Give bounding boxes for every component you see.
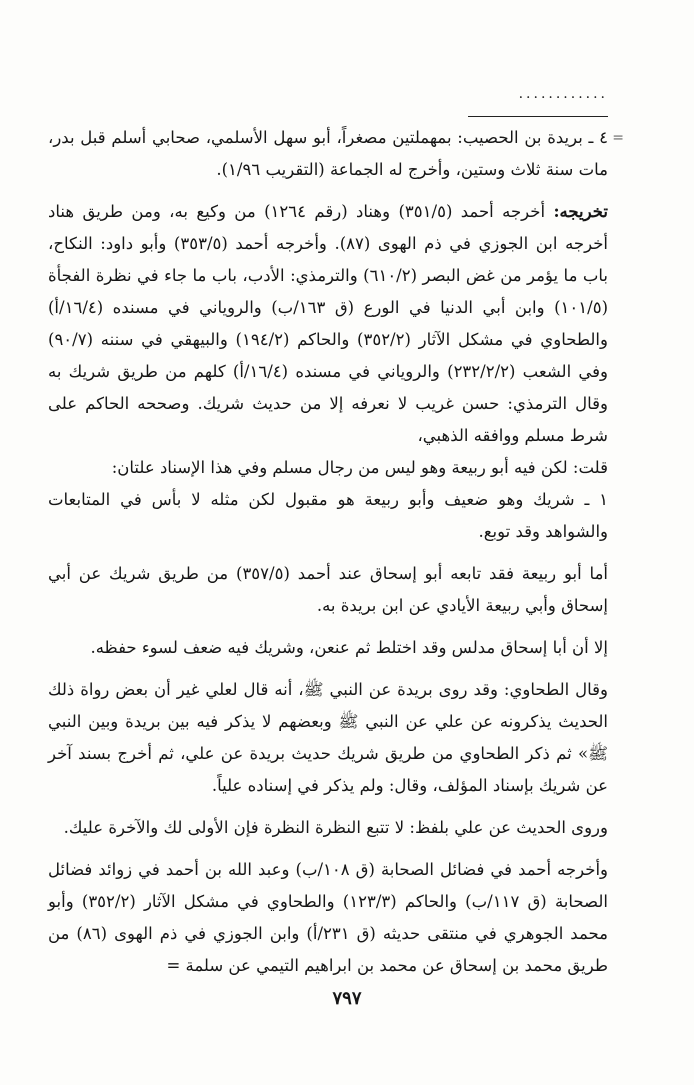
page-number: ٧٩٧ (332, 988, 362, 1009)
margin-continuation-mark: = (612, 130, 624, 146)
footnote-separator-rule (468, 116, 608, 117)
footnote-continuation-dots: ............ (518, 86, 608, 102)
body-paragraph: وقال الطحاوي: وقد روى بريدة عن النبي ﷺ، أنه قال لعلي غير أن بعض رواة ذلك الحديث يذكرونه عن علي عن النبي ﷺ وبعضهم لا يذكر فيه بين بريدة وبين النبي ﷺ» ثم ذكر الطحاوي من طريق شريك حديث بريدة عن علي، ثم أخرج بسند آخر عن شريك بإسناد المؤلف، وقال: ولم يذكر في إسناده علياً. (48, 680, 608, 795)
body-paragraph: إلا أن أبا إسحاق مدلس وقد اختلط ثم عنعن، وشريك فيه ضعف لسوء حفظه. (90, 638, 608, 657)
page-body (48, 122, 608, 982)
footnote-paragraph: ٤ ـ بريدة بن الحصيب: بمهملتين مصغراً، أبو سهل الأسلمي، صحابي أسلم قبل بدر، مات سنة ثلاث وستين، وأخرج له الجماعة (التقريب ١/٩٦). (48, 128, 608, 179)
takhrij-paragraph (48, 196, 608, 452)
takhrij-text: أخرجه أحمد (٣٥١/٥) وهناد (رقم ١٢٦٤) من وكيع به، ومن طريق هناد أخرجه ابن الجوزي في ذم الهوى (٨٧). وأخرجه أحمد (٣٥٣/٥) وأبو داود: النكاح، باب ما يؤمر من غض البصر (٦١٠/٢) والترمذي: الأدب، باب ما جاء في نظرة الفجأة (١٠١/٥) وابن أبي الدنيا في الورع (ق ١٦٣/ب) والروياني في مسنده (١٦/٤/أ) والطحاوي في مشكل الآثار (٣٥٢/٢) والحاكم (١٩٤/٢) والبيهقي في سننه (٩٠/٧) وفي الشعب (٢٣٢/٢/٢) والروياني في مسنده (١٦/٤/أ) كلهم من طريق شريك به وقال الترمذي: حسن غريب لا نعرفه إلا من حديث شريك. وصححه الحاكم على شرط مسلم ووافقه الذهبي، (48, 202, 608, 445)
body-paragraph: أما أبو ربيعة فقد تابعه أبو إسحاق عند أحمد (٣٥٧/٥) من طريق شريك عن أبي إسحاق وأبي ربيعة الأيادي عن ابن بريدة به. (48, 564, 608, 615)
body-paragraph: وأخرجه أحمد في فضائل الصحابة (ق ١٠٨/ب) وعبد الله بن أحمد في زوائد فضائل الصحابة (ق ١١٧/ب) والحاكم (١٢٣/٣) والطحاوي في مشكل الآثار (٣٥٢/٢) وأبو محمد الجوهري في منتقى حديثه (ق ٢٣١/أ) وابن الجوزي في ذم الهوى (٨٦) من طريق محمد بن إسحاق عن محمد بن ابراهيم التيمي عن سلمة = (48, 860, 608, 975)
takhrij-label: تخريجه: (553, 202, 608, 221)
note-paragraph: ١ ـ شريك وهو ضعيف وأبو ربيعة هو مقبول لكن مثله لا بأس في المتابعات والشواهد وقد توبع. (48, 490, 608, 541)
note-paragraph: قلت: لكن فيه أبو ربيعة وهو ليس من رجال مسلم وفي هذا الإسناد علتان: (111, 458, 608, 477)
body-paragraph: وروى الحديث عن علي بلفظ: لا تتبع النظرة النظرة فإن الأولى لك والآخرة عليك. (63, 818, 608, 837)
